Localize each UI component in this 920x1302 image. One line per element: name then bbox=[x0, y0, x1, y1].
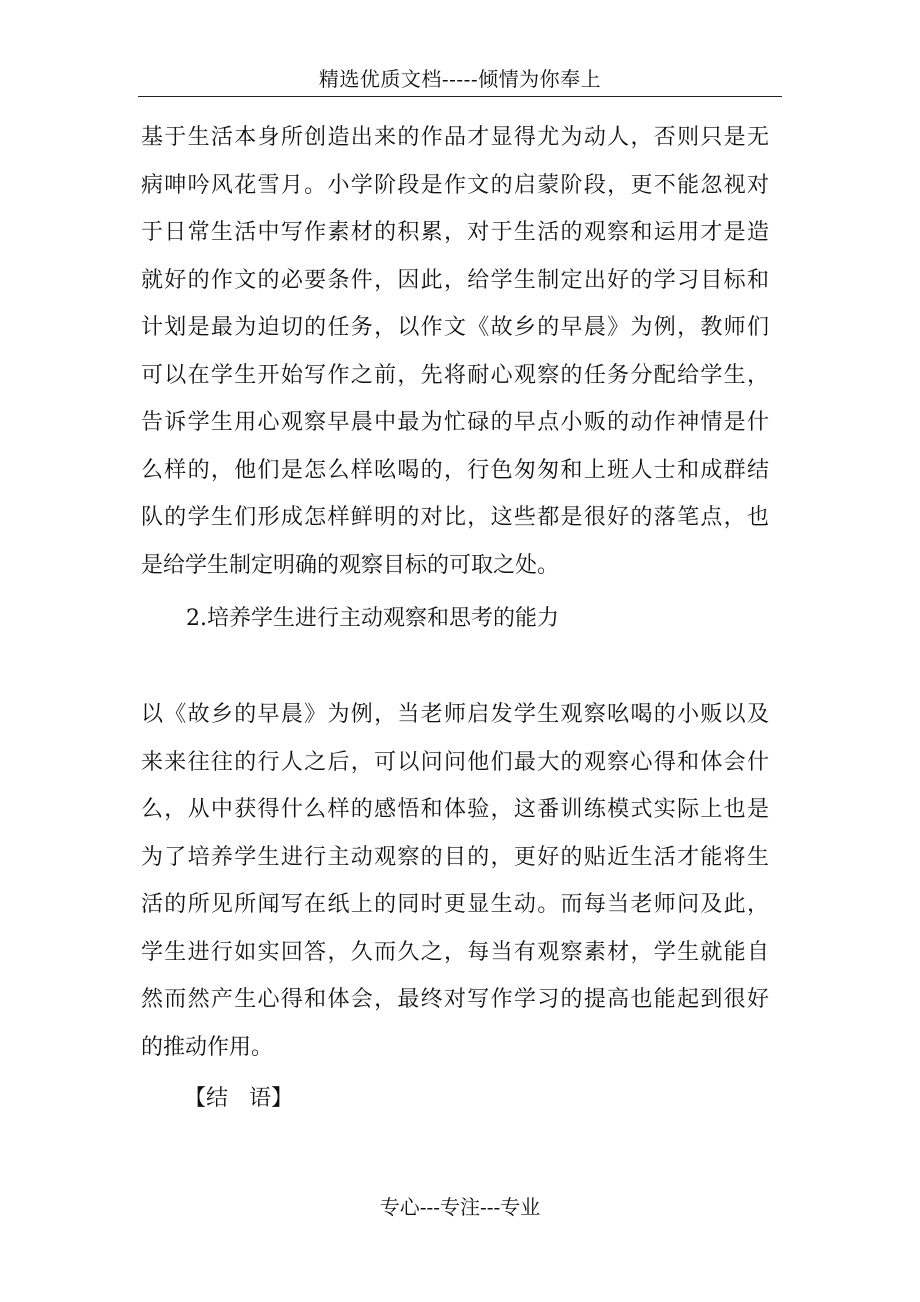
paragraph-line: 以《故乡的早晨》为例，当老师启发学生观察吆喝的小贩以及 bbox=[141, 702, 769, 727]
page-footer: 专心---专注---专业 bbox=[379, 1195, 541, 1219]
body-paragraph-1 bbox=[141, 114, 769, 589]
body-paragraph-2 bbox=[141, 691, 769, 1071]
paragraph-line: 活的所见所闻写在纸上的同时更显生动。而每当老师问及此， bbox=[141, 892, 769, 917]
paragraph-line: 于日常生活中写作素材的积累，对于生活的观察和运用才是造 bbox=[141, 220, 769, 245]
paragraph-line: 病呻吟风花雪月。小学阶段是作文的启蒙阶段，更不能忽视对 bbox=[141, 172, 769, 198]
paragraph-line: 可以在学生开始写作之前，先将耐心观察的任务分配给学生， bbox=[141, 362, 769, 388]
conclusion-heading: 【结 语】 bbox=[184, 1086, 293, 1111]
paragraph-line: 为了培养学生进行主动观察的目的，更好的贴近生活才能将生 bbox=[141, 844, 769, 870]
paragraph-line: 来来往往的行人之后，可以问问他们最大的观察心得和体会什 bbox=[141, 749, 769, 775]
paragraph-line: 么样的，他们是怎么样吆喝的，行色匆匆和上班人士和成群结 bbox=[141, 457, 769, 483]
paragraph-line: 学生进行如实回答，久而久之，每当有观察素材，学生就能自 bbox=[141, 939, 769, 965]
section-heading-2: 2.培养学生进行主动观察和思考的能力 bbox=[186, 606, 559, 631]
paragraph-line: 的推动作用。 bbox=[141, 1034, 274, 1060]
paragraph-line: 就好的作文的必要条件，因此，给学生制定出好的学习目标和 bbox=[141, 267, 769, 293]
paragraph-line: 然而然产生心得和体会，最终对写作学习的提高也能起到很好 bbox=[141, 987, 769, 1012]
paragraph-line: 是给学生制定明确的观察目标的可取之处。 bbox=[141, 552, 560, 578]
paragraph-line: 计划是最为迫切的任务，以作文《故乡的早晨》为例，教师们 bbox=[141, 315, 769, 340]
paragraph-line: 告诉学生用心观察早晨中最为忙碌的早点小贩的动作神情是什 bbox=[141, 410, 769, 435]
page-header: 精选优质文档-----倾情为你奉上 bbox=[318, 67, 602, 91]
header-divider bbox=[138, 96, 782, 97]
paragraph-line: 么，从中获得什么样的感悟和体验，这番训练模式实际上也是 bbox=[141, 797, 769, 822]
paragraph-line: 队的学生们形成怎样鲜明的对比，这些都是很好的落笔点，也 bbox=[141, 505, 769, 530]
paragraph-line: 基于生活本身所创造出来的作品才显得尤为动人，否则只是无 bbox=[141, 125, 769, 150]
